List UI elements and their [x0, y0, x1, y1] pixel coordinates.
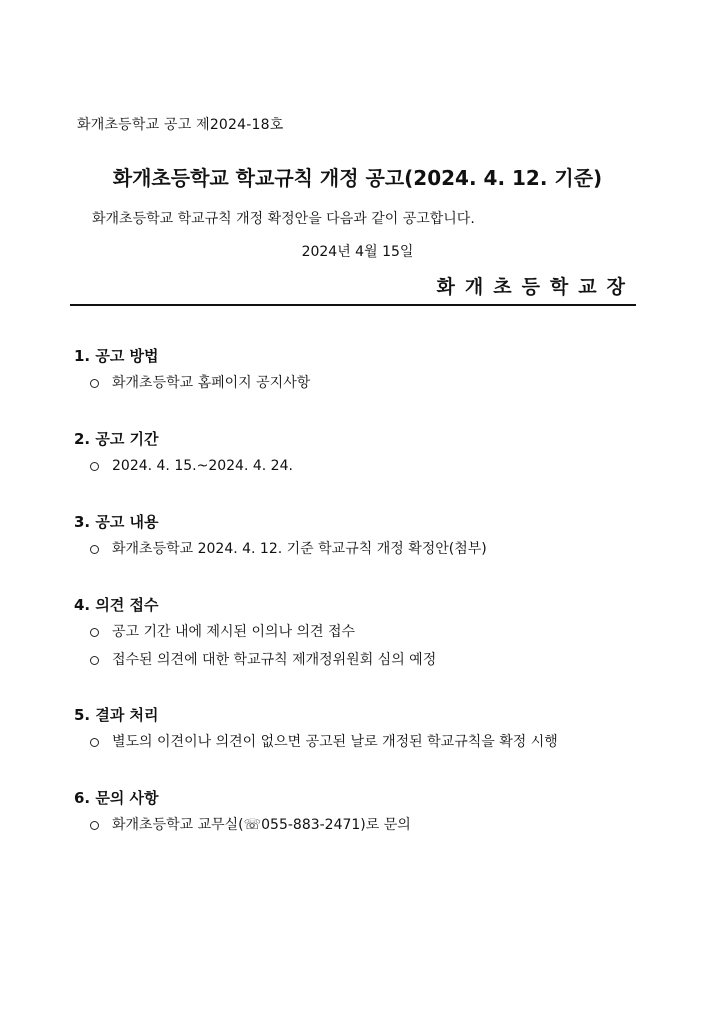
- list-item-text: 화개초등학교 교무실(☏055-883-2471)로 문의: [112, 817, 411, 833]
- list-item-text: 공고 기간 내에 제시된 이의나 의견 접수: [112, 624, 356, 640]
- list-item: [74, 731, 558, 753]
- circle-bullet-icon: [90, 628, 99, 637]
- list-item: [74, 372, 310, 394]
- notice-date: 2024년 4월 15일: [301, 244, 414, 260]
- section-heading: 4. 의견 접수: [74, 596, 159, 614]
- list-item: [74, 621, 436, 643]
- list-item: [74, 649, 436, 671]
- section-heading: 1. 공고 방법: [74, 347, 159, 365]
- list-item-text: 화개초등학교 홈페이지 공지사항: [112, 375, 311, 391]
- section-period: [74, 429, 293, 477]
- divider-line: [70, 304, 636, 306]
- section-inquiry: [74, 788, 411, 836]
- section-heading: 5. 결과 처리: [74, 706, 159, 724]
- list-item: [74, 538, 487, 560]
- circle-bullet-icon: [90, 656, 99, 665]
- notice-number: 화개초등학교 공고 제2024-18호: [77, 117, 284, 133]
- circle-bullet-icon: [90, 821, 99, 830]
- list-item-text: 접수된 의견에 대한 학교규칙 제개정위원회 심의 예정: [112, 652, 437, 668]
- list-item: [74, 455, 293, 477]
- circle-bullet-icon: [90, 545, 99, 554]
- principal-signature: 화개초등학교장: [436, 276, 635, 298]
- section-method: [74, 346, 310, 394]
- section-heading: 6. 문의 사항: [74, 789, 159, 807]
- list-item-text: 별도의 이견이나 의견이 없으면 공고된 날로 개정된 학교규칙을 확정 시행: [112, 734, 558, 750]
- section-content: [74, 512, 487, 560]
- list-item-text: 2024. 4. 15.~2024. 4. 24.: [112, 458, 293, 474]
- circle-bullet-icon: [90, 738, 99, 747]
- section-heading: 3. 공고 내용: [74, 513, 159, 531]
- section-result: [74, 705, 558, 753]
- circle-bullet-icon: [90, 462, 99, 471]
- list-item: [74, 814, 411, 836]
- intro-text: 화개초등학교 학교규칙 개정 확정안을 다음과 같이 공고합니다.: [92, 211, 475, 227]
- document-title: 화개초등학교 학교규칙 개정 공고(2024. 4. 12. 기준): [112, 166, 603, 190]
- list-item-text: 화개초등학교 2024. 4. 12. 기준 학교규칙 개정 확정안(첨부): [112, 541, 487, 557]
- section-opinions: [74, 595, 436, 671]
- circle-bullet-icon: [90, 379, 99, 388]
- section-heading: 2. 공고 기간: [74, 430, 159, 448]
